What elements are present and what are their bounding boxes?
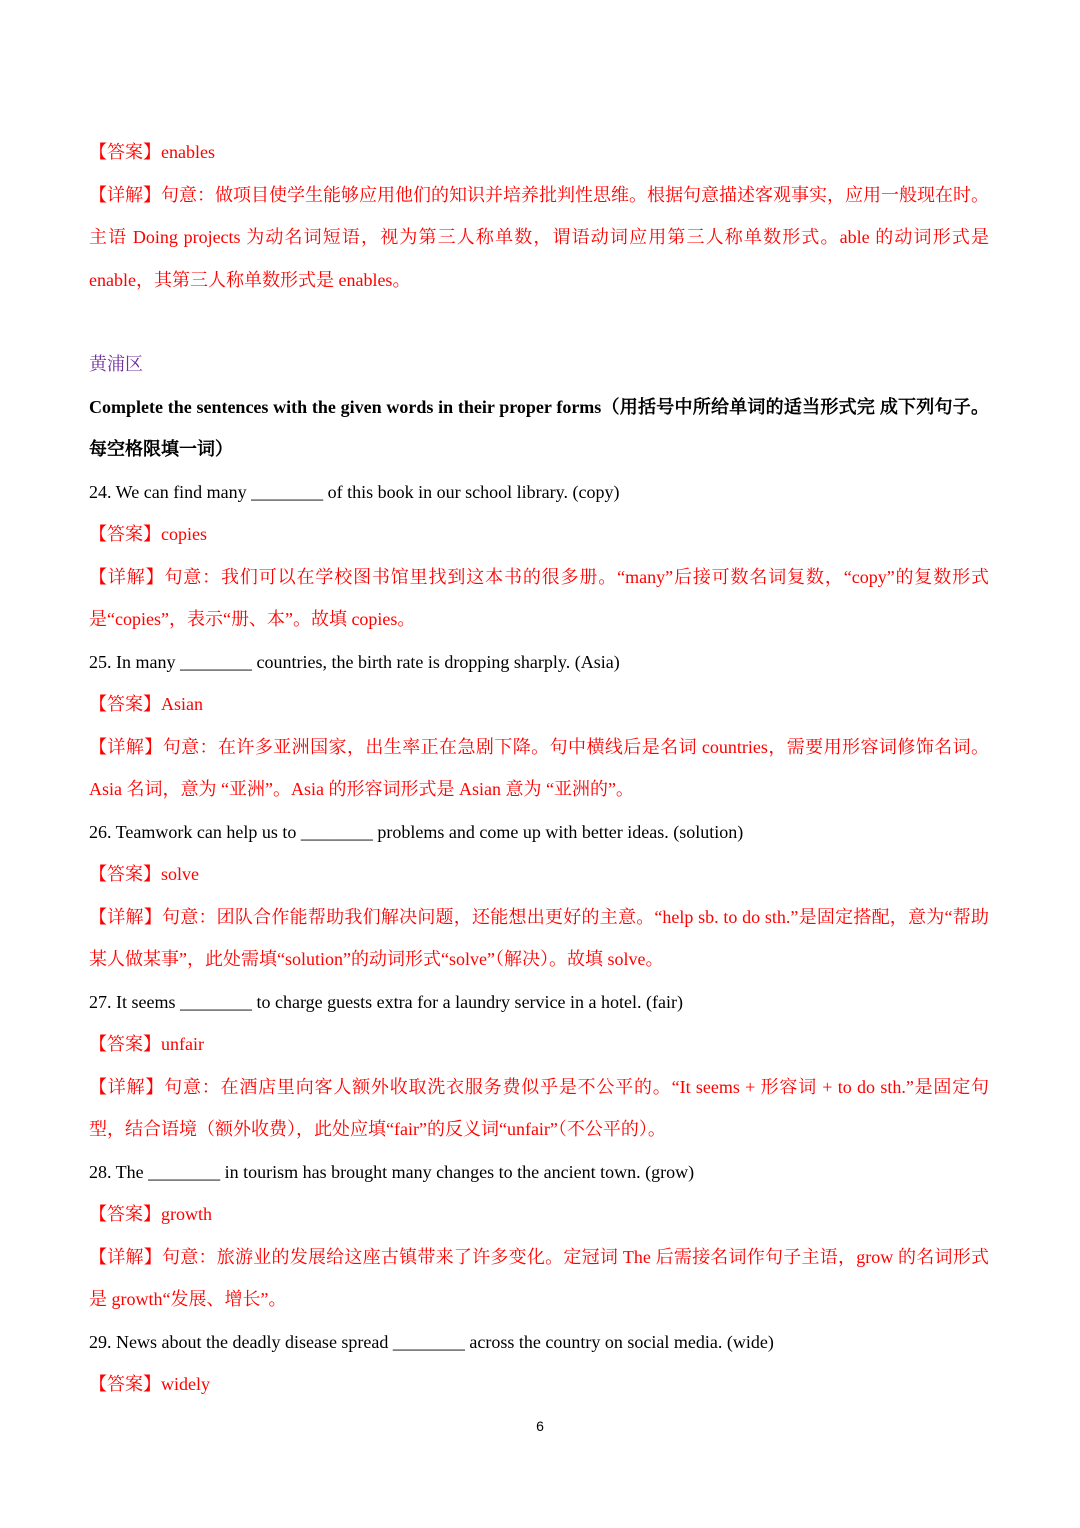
answer-line: 【答案】enables [89, 142, 215, 162]
question-25: 25. In many ________ countries, the birth rate is dropping sharply. (Asia) [89, 651, 620, 672]
answer-25: 【答案】Asian [89, 694, 203, 714]
explanation-24: 【详解】句意：我们可以在学校图书馆里找到这本书的很多册。“many”后接可数名词复数，“copy”的复数形式是“copies”，表示“册、本”。故填 copies。 [89, 566, 989, 629]
explanation-paragraph: 【详解】句意：做项目使学生能够应用他们的知识并培养批判性思维。根据句意描述客观事实，应用一般现在时。主语 Doing projects 为动名词短语，视为第三人称单数，谓语动词应用第三人称单数形式。able 的动词形式是 enable，其第三人称单数形式是 enables。 [89, 184, 989, 290]
question-29: 29. News about the deadly disease spread ________ across the country on social media. (wide) [89, 1331, 774, 1352]
page-number: 6 [536, 1418, 544, 1434]
question-27: 27. It seems ________ to charge guests extra for a laundry service in a hotel. (fair) [89, 991, 683, 1012]
explanation-26: 【详解】句意：团队合作能帮助我们解决问题，还能想出更好的主意。“help sb. to do sth.”是固定搭配，意为“帮助某人做某事”，此处需填“solution”的动词形式“solve”（解决）。故填 solve。 [89, 906, 989, 969]
answer-27: 【答案】unfair [89, 1034, 204, 1054]
page-content [89, 131, 989, 1406]
question-26: 26. Teamwork can help us to ________ problems and come up with better ideas. (solution) [89, 821, 744, 842]
answer-26: 【答案】solve [89, 864, 199, 884]
explanation-28: 【详解】句意：旅游业的发展给这座古镇带来了许多变化。定冠词 The 后需接名词作句子主语，grow 的名词形式是 growth“发展、增长”。 [89, 1246, 989, 1309]
answer-24: 【答案】copies [89, 524, 207, 544]
question-28: 28. The ________ in tourism has brought many changes to the ancient town. (grow) [89, 1161, 695, 1182]
exercise-instruction: Complete the sentences with the given words in their proper forms（用括号中所给单词的适当形式完 成下列句子。每空格限填一词） [89, 396, 989, 459]
question-24: 24. We can find many ________ of this book in our school library. (copy) [89, 481, 620, 502]
explanation-27: 【详解】句意：在酒店里向客人额外收取洗衣服务费似乎是不公平的。“It seems + 形容词 + to do sth.”是固定句型，结合语境（额外收费），此处应填“fair”的反义词“unfair”（不公平的）。 [89, 1076, 989, 1139]
district-heading: 黄浦区 [89, 354, 143, 374]
answer-29: 【答案】widely [89, 1374, 210, 1394]
section-spacer [89, 301, 989, 343]
explanation-25: 【详解】句意：在许多亚洲国家，出生率正在急剧下降。句中横线后是名词 countries，需要用形容词修饰名词。Asia 名词，意为 “亚洲”。Asia 的形容词形式是 Asian 意为 “亚洲的”。 [89, 736, 989, 799]
answer-28: 【答案】growth [89, 1204, 212, 1224]
